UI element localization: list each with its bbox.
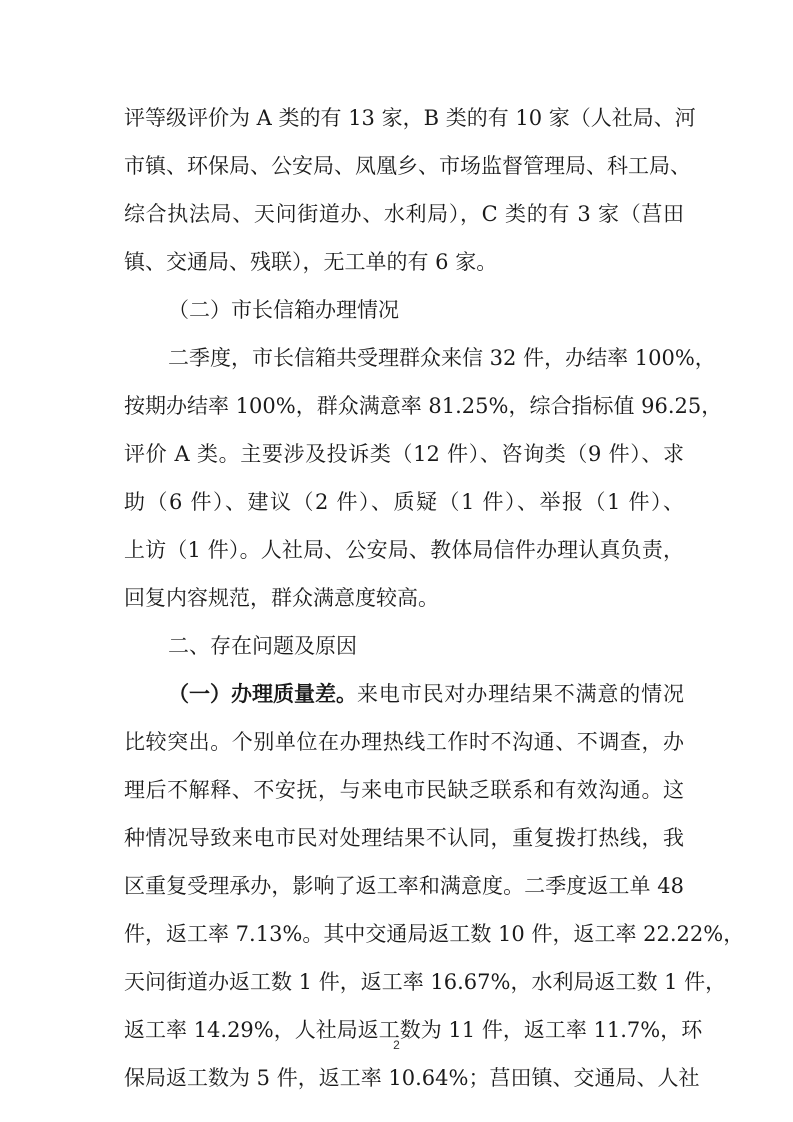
page-number: 2 — [393, 1038, 400, 1052]
text-line: 件，返工率 7.13%。其中交通局返工数 10 件，返工率 22.22%， — [124, 922, 745, 946]
text-line: 种情况导致来电市民对处理结果不认同，重复拨打热线，我 — [124, 826, 684, 850]
text-line: 保局返工数为 5 件，返工率 10.64%；莒田镇、交通局、人社 — [124, 1066, 700, 1090]
section-heading: 二、存在问题及原因 — [168, 634, 357, 658]
text-line: 综合执法局、天问街道办、水利局），C 类的有 3 家（莒田 — [124, 202, 684, 226]
text-line: 按期办结率 100%，群众满意率 81.25%，综合指标值 96.25， — [124, 394, 723, 418]
lead-line — [168, 679, 684, 709]
text-line: 评等级评价为 A 类的有 13 家，B 类的有 10 家（人社局、河 — [124, 106, 696, 130]
text-line: 镇、交通局、残联），无工单的有 6 家。 — [124, 250, 498, 274]
text-line: 理后不解释、不安抚，与来电市民缺乏联系和有效沟通。这 — [124, 778, 684, 802]
text-line: 区重复受理承办，影响了返工率和满意度。二季度返工单 48 — [124, 874, 684, 898]
text-line: 比较突出。个别单位在办理热线工作时不沟通、不调查，办 — [124, 730, 684, 754]
text-line: 市镇、环保局、公安局、凤凰乡、市场监督管理局、科工局、 — [124, 154, 691, 178]
lead-bold-text: （一）办理质量差。 — [168, 682, 357, 706]
text-line: 回复内容规范，群众满意度较高。 — [124, 586, 439, 610]
text-line: 评价 A 类。主要涉及投诉类（12 件）、咨询类（9 件）、求 — [124, 442, 684, 466]
text-line: 返工率 14.29%，人社局返工数为 11 件，返工率 11.7%，环 — [124, 1018, 703, 1042]
text-line: 助（6 件）、建议（2 件）、质疑（1 件）、举报（1 件）、 — [124, 490, 684, 514]
text-line: 天问街道办返工数 1 件，返工率 16.67%，水利局返工数 1 件， — [124, 970, 727, 994]
lead-rest-text: 来电市民对办理结果不满意的情况 — [357, 682, 684, 706]
section-heading: （二）市长信箱办理情况 — [168, 298, 399, 322]
text-line: 二季度，市长信箱共受理群众来信 32 件，办结率 100%， — [168, 346, 716, 370]
text-line: 上访（1 件）。人社局、公安局、教体局信件办理认真负责， — [124, 538, 684, 562]
